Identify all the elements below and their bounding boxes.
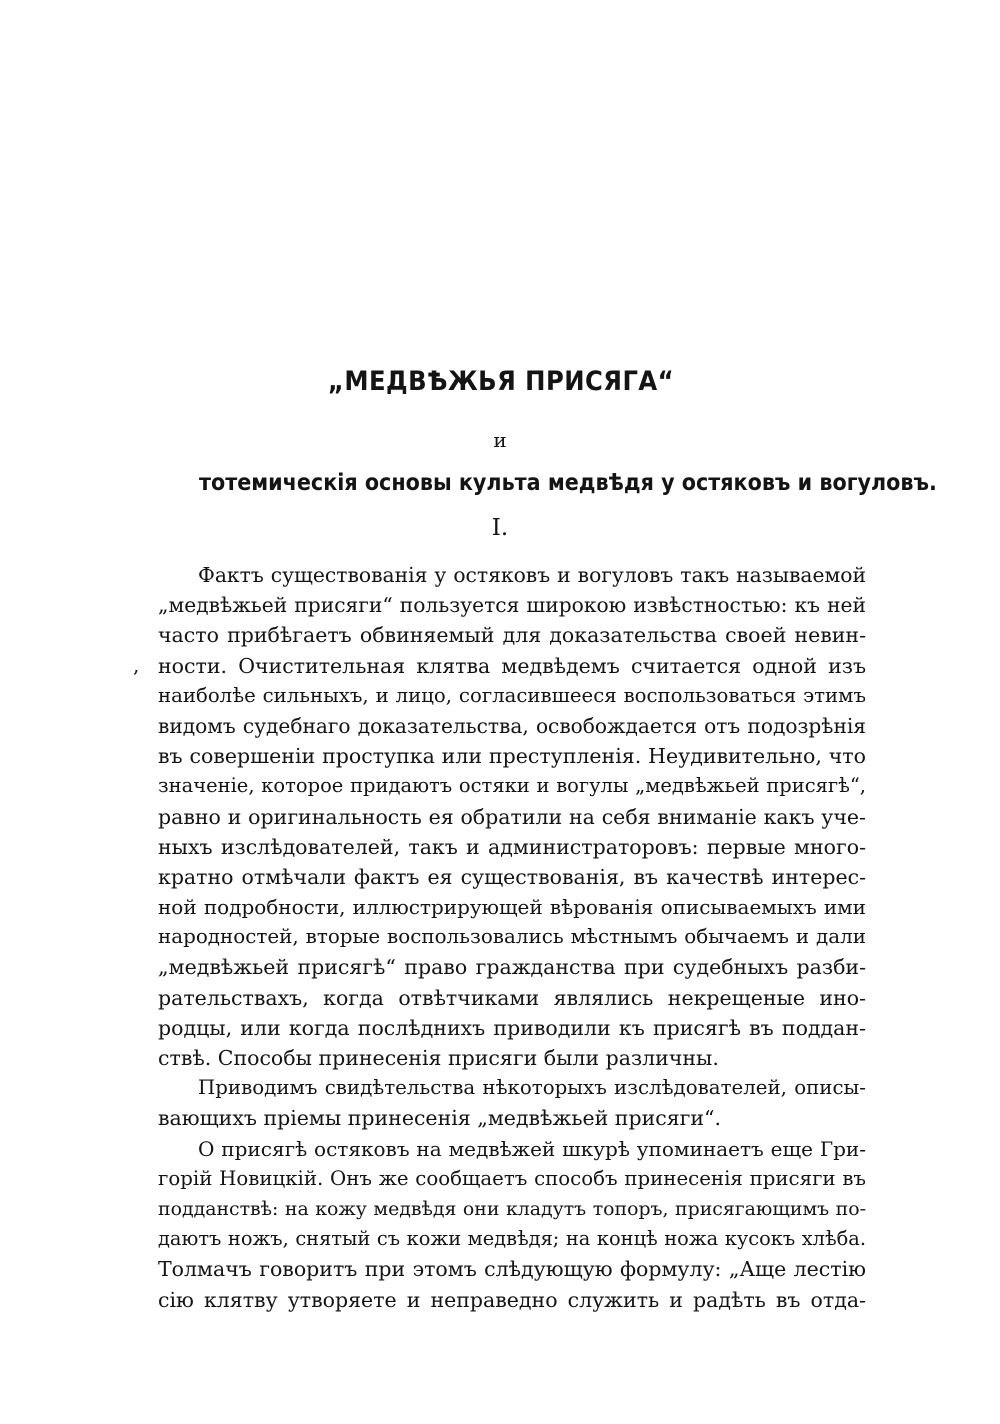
text-line: въ совершеніи проступка или преступленія. Неудивительно, что [158, 744, 866, 769]
title-conjunction: и [493, 428, 507, 452]
text-line: подданствѣ: на кожу медвѣдя они кладутъ топоръ, присягающимъ по- [158, 1197, 866, 1220]
text-line: кратно отмѣчали фактъ ея существованія, въ качествѣ интерес- [158, 864, 866, 889]
text-line: часто прибѣгаетъ обвиняемый для доказательства своей невин- [158, 623, 866, 648]
text-line: „медвѣжьей присягѣ“ право гражданства при судебныхъ разби- [158, 955, 866, 980]
text-line: рательствахъ, когда отвѣтчиками являлись некрещеные ино- [158, 985, 866, 1010]
text-line: равно и оригинальность ея обратили на себя вниманіе какъ уче- [158, 804, 866, 829]
text-line: ствѣ. Способы принесенія присяги были различны. [158, 1046, 719, 1070]
text-line: вающихъ пріемы принесенія „медвѣжьей присяги“. [158, 1106, 722, 1131]
article-subtitle-text: тотемическія основы культа медвѣдя у остяковъ и вогуловъ. [198, 470, 937, 496]
text-line: значеніе, которое придаютъ остяки и вогулы „медвѣжьей присягѣ“, [158, 774, 866, 798]
text-line: видомъ судебнаго доказательства, освобождается отъ подозрѣнія [158, 713, 866, 738]
article-subtitle [158, 470, 937, 496]
text-line: ности. Очистительная клятва медвѣдемъ считается одной изъ [158, 653, 866, 678]
text-line: наиболѣе сильныхъ, и лицо, согласившееся воспользоваться этимъ [158, 683, 866, 707]
text-line: Фактъ существованія у остяковъ и вогуловъ такъ называемой [198, 563, 866, 587]
text-line: О присягѣ остяковъ на медвѣжей шкурѣ упоминаетъ еще Гри- [198, 1136, 866, 1161]
text-line: народностей, вторые воспользовались мѣстнымъ обычаемъ и дали [158, 925, 866, 949]
text-line: сію клятву утворяете и неправедно служить и радѣть въ отда- [158, 1287, 866, 1312]
text-line: ныхъ изслѣдователей, такъ и администраторовъ: первые много- [158, 834, 866, 859]
section-number: I. [491, 515, 509, 541]
text-line: родцы, или когда послѣднихъ приводили къ присягѣ въ поддан- [158, 1015, 866, 1040]
article-title: „МЕДВѢЖЬЯ ПРИСЯГА“ [327, 366, 675, 397]
text-line: ной подробности, иллюстрирующей вѣрованія описываемыхъ ими [158, 895, 866, 920]
text-line: Толмачъ говоритъ при этомъ слѣдующую формулу: „Аще лестію [158, 1257, 866, 1282]
text-line: Приводимъ свидѣтельства нѣкоторыхъ изслѣдователей, описы- [198, 1076, 866, 1100]
margin-mark: , [133, 653, 140, 677]
text-line: горій Новицкій. Онъ же сообщаетъ способъ принесенія присяги въ [158, 1166, 866, 1190]
text-line: даютъ ножъ, снятый съ кожи медвѣдя; на концѣ ножа кусокъ хлѣба. [158, 1227, 866, 1251]
body-text [158, 560, 866, 1315]
text-line: „медвѣжьей присяги“ пользуется широкою извѣстностью: къ ней [158, 593, 866, 618]
